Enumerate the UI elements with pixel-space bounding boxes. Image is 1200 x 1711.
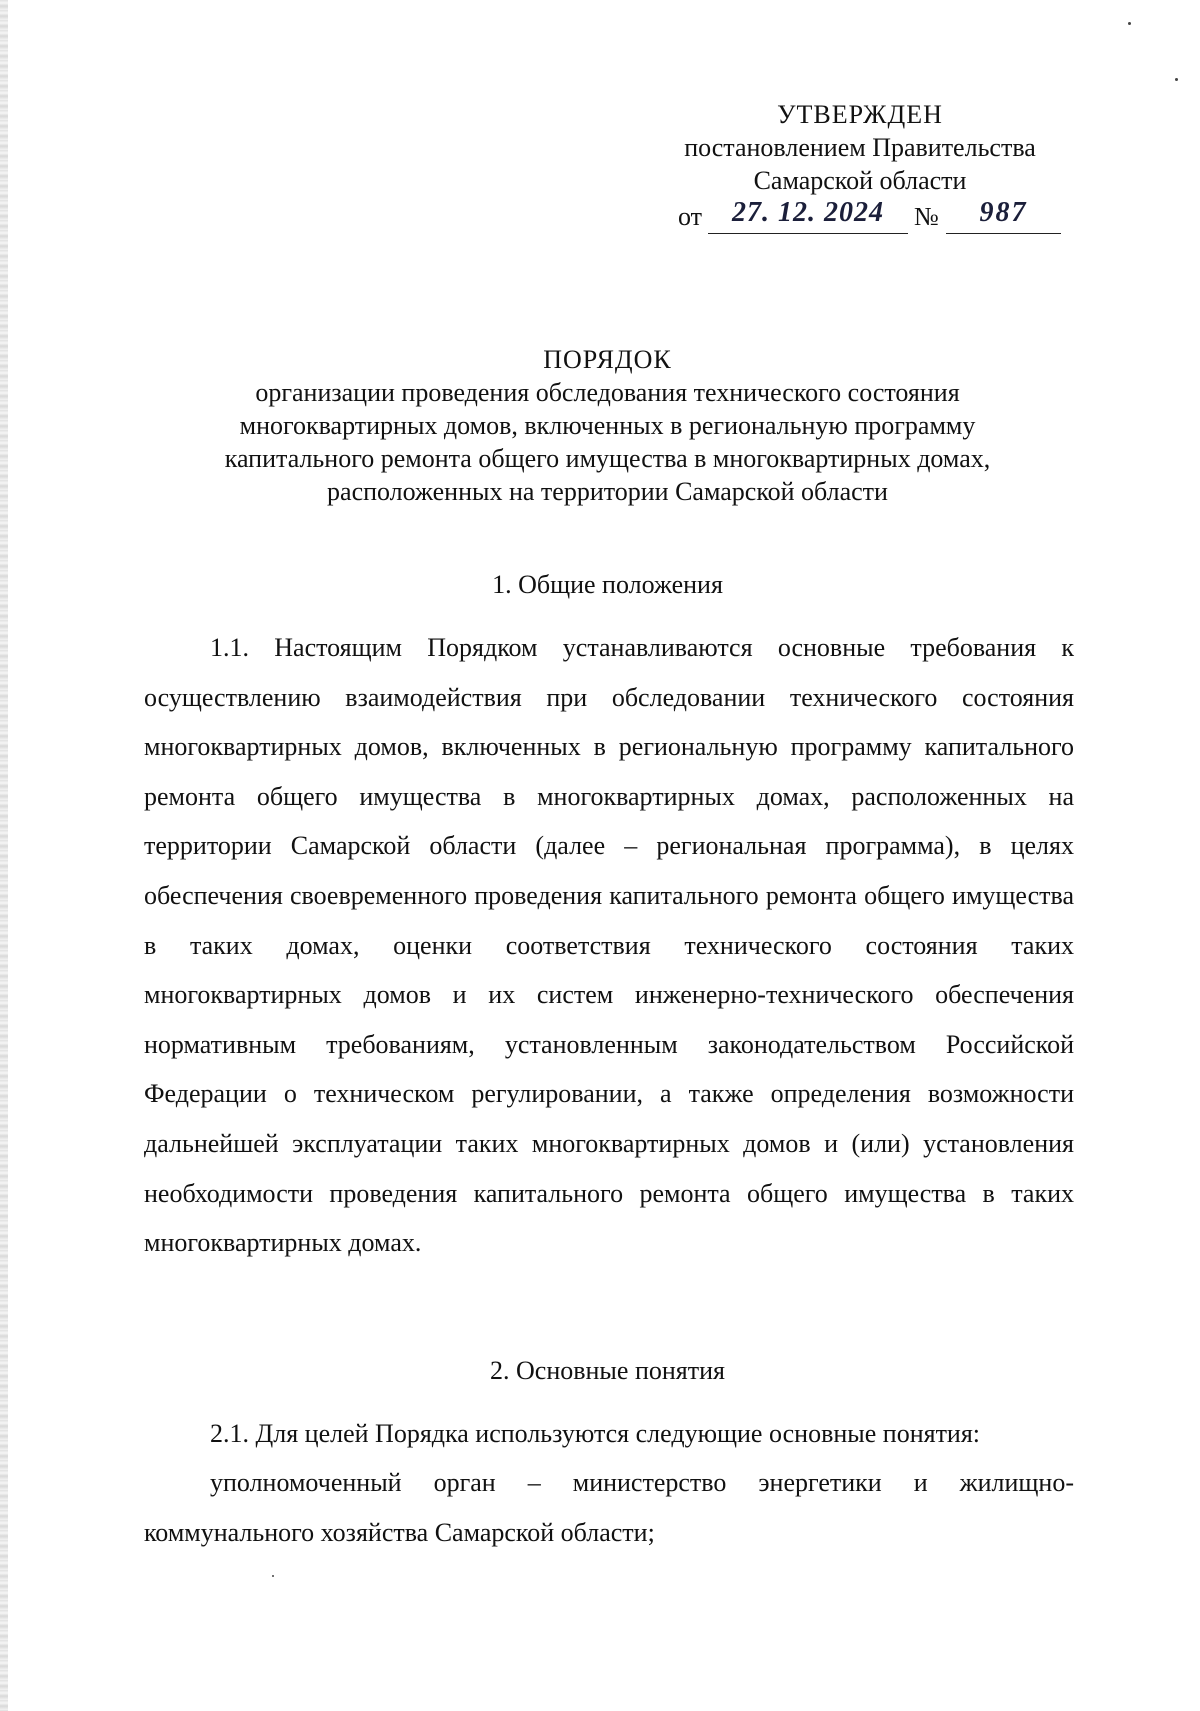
approval-block [640,98,1080,237]
title-line-4: расположенных на территории Самарской области [327,477,888,506]
approval-line-1: постановлением Правительства [684,133,1036,162]
number-prefix: № [914,202,939,231]
scan-speck [272,1575,274,1577]
section-2-heading: 2. Основные понятия [490,1356,725,1385]
document-title [120,343,1095,508]
section-2-paragraph-1: 2.1. Для целей Порядка используются следующие основные понятия: [210,1419,981,1448]
title-line-1: организации проведения обследования технического состояния [255,378,960,407]
handwritten-number: 987 [946,193,1061,234]
title-name: ПОРЯДОК [543,345,672,374]
section-2-paragraph-2: уполномоченный орган – министерство энергетики и жилищно-коммунального хозяйства Самарской области; [144,1468,1074,1547]
scan-edge-artifact [0,0,8,1711]
scan-speck [1175,78,1178,81]
date-prefix: от [678,202,703,231]
approval-date-line [678,197,1068,237]
handwritten-date: 27. 12. 2024 [708,193,908,234]
title-line-2: многоквартирных домов, включенных в региональную программу [239,411,976,440]
approval-line-2: Самарской области [753,166,967,195]
section-1-heading: 1. Общие положения [492,570,723,599]
scan-speck [1128,22,1131,25]
section-1-paragraph-1: 1.1. Настоящим Порядком устанавливаются основные требования к осуществлению взаимодействия при обследовании технического состояния многоквартирных домов, включенных в региональную программу капитального ремонта общего имущества в многоквартирных домах, расположенных на территории Самарской области (далее – региональная программа), в целях обеспечения своевременного проведения капитального ремонта общего имущества в таких домах, оценки соответствия технического состояния таких многоквартирных домов и их систем инженерно-технического обеспечения нормативным требованиям, установленным законодательством Российской Федерации о техническом регулировании, а также определения возможности дальнейшей эксплуатации таких многоквартирных домов и (или) установления необходимости проведения капитального ремонта общего имущества в таких многоквартирных домах. [144,633,1074,1258]
title-line-3: капитального ремонта общего имущества в многоквартирных домах, [224,444,991,473]
approval-title: УТВЕРЖДЕН [777,100,943,129]
